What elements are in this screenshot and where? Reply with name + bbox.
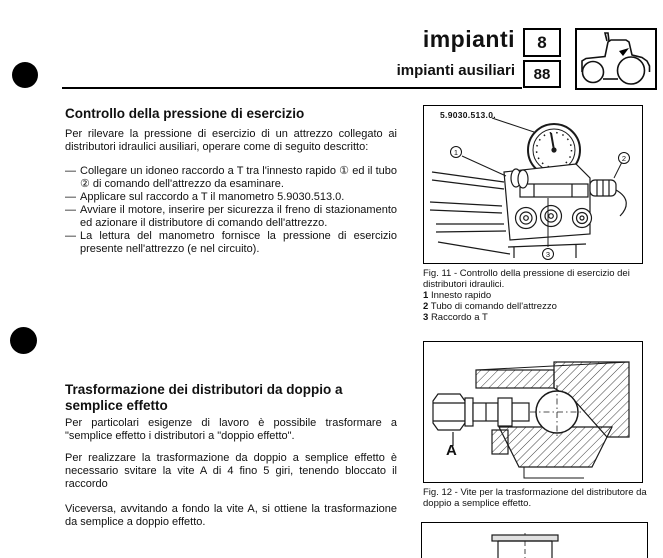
legend-text: Innesto rapido — [430, 290, 492, 301]
legend-text: Raccordo a T — [430, 312, 488, 323]
binder-hole — [12, 62, 38, 88]
callout-1: 1 — [450, 146, 462, 158]
bullet-dash: — — [65, 204, 76, 216]
list-item — [65, 204, 397, 230]
figure-12-caption: Fig. 12 - Vite per la trasformazione del distributore da doppio a semplice effetto. — [423, 487, 647, 509]
section2-title: Trasformazione dei distributori da doppio a semplice effetto — [65, 382, 343, 413]
figure-11-caption-block — [423, 268, 651, 323]
valve-cross-section-illustration — [424, 342, 641, 481]
section1-title: Controllo della pressione di esercizio — [65, 106, 305, 121]
callout-2: 2 — [618, 152, 630, 164]
list-item — [65, 230, 397, 256]
section2-paragraph: Per particolari esigenze di lavoro è possibile trasformare a "semplice effetto i distributori a "doppio effetto". — [65, 417, 397, 442]
component-top-illustration — [422, 523, 646, 558]
list-item-text: Applicare sul raccordo a T il manometro 5.9030.513.0. — [80, 191, 345, 203]
chapter-number: 8 — [537, 32, 547, 52]
bullet-dash: — — [65, 230, 76, 242]
figure-11 — [423, 105, 643, 264]
figure-13-partial — [421, 522, 648, 558]
legend-text: Tubo di comando dell'attrezzo — [430, 301, 557, 312]
callout-3: 3 — [542, 248, 554, 260]
tractor-icon — [577, 30, 654, 87]
binder-hole — [10, 327, 37, 354]
legend-item — [423, 312, 651, 323]
page-subtitle: impianti ausiliari — [396, 62, 515, 79]
bullet-dash: — — [65, 165, 76, 177]
tractor-icon-box — [575, 28, 657, 90]
list-item-text: Collegare un idoneo raccordo a T tra l'innesto rapido ① ed il tubo ② di comando dell'attrezzo da esaminare. — [80, 165, 397, 190]
legend-num: 1 — [423, 290, 429, 301]
section2-paragraph: Viceversa, avvitando a fondo la vite A, si ottiene la trasformazione da semplice a doppio effetto. — [65, 503, 397, 528]
page-number-box — [523, 60, 561, 88]
list-item — [65, 191, 397, 204]
legend-item — [423, 301, 651, 312]
legend-num: 3 — [423, 312, 429, 323]
section1-intro: Per rilevare la pressione di esercizio di un attrezzo collegato ai distributori idraulici ausiliari, operare come di seguito descritto: — [65, 128, 397, 153]
list-item-text: Avviare il motore, inserire per sicurezza il freno di stazionamento ed azionare il distributore di comando dell'attrezzo. — [80, 204, 397, 229]
section2-paragraph: Per realizzare la trasformazione da doppio a semplice effetto è necessario svitare la vite A di 4 fino 5 giri, tenendo bloccato il raccordo — [65, 452, 397, 490]
figure-12 — [423, 341, 643, 483]
legend-item — [423, 290, 651, 301]
figure-11-caption: Fig. 11 - Controllo della pressione di esercizio dei distributori idraulici. — [423, 268, 630, 290]
chapter-number-box — [523, 28, 561, 57]
page-title: impianti — [422, 26, 515, 52]
pressure-gauge-illustration — [424, 106, 641, 262]
screw-a-label: A — [446, 442, 457, 459]
section1-bullet-list — [65, 165, 397, 256]
list-item — [65, 165, 397, 191]
bullet-dash: — — [65, 191, 76, 203]
legend-num: 2 — [423, 301, 429, 312]
header-rule — [62, 87, 522, 89]
page-number: 88 — [533, 65, 551, 83]
list-item-text: La lettura del manometro fornisce la pressione di esercizio presente nell'attrezzo (e nel circuito). — [80, 230, 397, 255]
tool-part-number: 5.9030.513.0. — [440, 110, 496, 120]
